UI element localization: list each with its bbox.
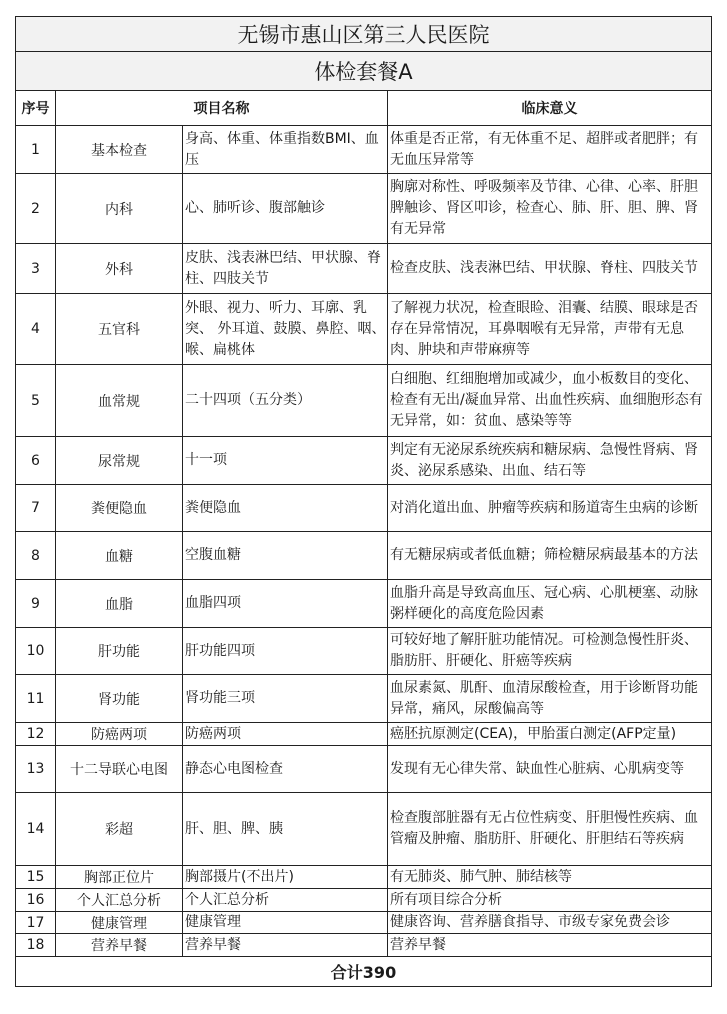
row-clinical-meaning: 对消化道出血、肿瘤等疾病和肠道寄生虫病的诊断 (388, 485, 712, 532)
row-check-items: 皮肤、浅表淋巴结、甲状腺、脊柱、四肢关节 (183, 244, 388, 294)
table-row (16, 889, 712, 912)
row-item-name: 外科 (56, 244, 183, 294)
row-clinical-meaning: 所有项目综合分析 (388, 889, 712, 912)
row-item-name: 胸部正位片 (56, 866, 183, 889)
table-row (16, 723, 712, 746)
row-check-items: 静态心电图检查 (183, 746, 388, 793)
row-item-name: 彩超 (56, 793, 183, 866)
row-number: 13 (16, 746, 56, 793)
row-check-items: 心、肺听诊、腹部触诊 (183, 174, 388, 244)
row-check-items: 外眼、视力、听力、耳廓、乳突、 外耳道、鼓膜、鼻腔、咽、喉、扁桃体 (183, 294, 388, 365)
table-row (16, 365, 712, 437)
row-number: 3 (16, 244, 56, 294)
row-item-name: 健康管理 (56, 912, 183, 934)
row-clinical-meaning: 有无肺炎、肺气肿、肺结核等 (388, 866, 712, 889)
package-title: 体检套餐A (16, 52, 712, 91)
row-number: 8 (16, 532, 56, 580)
row-item-name: 尿常规 (56, 437, 183, 485)
row-clinical-meaning: 健康咨询、营养膳食指导、市级专家免费会诊 (388, 912, 712, 934)
row-number: 5 (16, 365, 56, 437)
row-clinical-meaning: 判定有无泌尿系统疾病和糖尿病、急慢性肾病、肾炎、泌尿系感染、出血、结石等 (388, 437, 712, 485)
table-row (16, 793, 712, 866)
row-item-name: 十二导联心电图 (56, 746, 183, 793)
row-number: 11 (16, 675, 56, 723)
package-table (15, 16, 712, 987)
row-check-items: 身高、体重、体重指数BMI、血压 (183, 126, 388, 174)
table-row (16, 934, 712, 957)
row-clinical-meaning: 发现有无心律失常、缺血性心脏病、心肌病变等 (388, 746, 712, 793)
row-clinical-meaning: 检查腹部脏器有无占位性病变、肝胆慢性疾病、血管瘤及肿瘤、脂肪肝、肝硬化、肝胆结石等疾病 (388, 793, 712, 866)
row-check-items: 血脂四项 (183, 580, 388, 628)
row-check-items: 十一项 (183, 437, 388, 485)
row-clinical-meaning: 可较好地了解肝脏功能情况。可检测急慢性肝炎、脂肪肝、肝硬化、肝癌等疾病 (388, 628, 712, 675)
table-row (16, 866, 712, 889)
row-item-name: 粪便隐血 (56, 485, 183, 532)
row-check-items: 营养早餐 (183, 934, 388, 957)
table-row (16, 126, 712, 174)
row-number: 4 (16, 294, 56, 365)
row-check-items: 肝功能四项 (183, 628, 388, 675)
row-number: 9 (16, 580, 56, 628)
table-row (16, 628, 712, 675)
table-row (16, 675, 712, 723)
row-clinical-meaning: 营养早餐 (388, 934, 712, 957)
hospital-title: 无锡市惠山区第三人民医院 (16, 17, 712, 52)
row-clinical-meaning: 血尿素氮、肌酐、血清尿酸检查，用于诊断肾功能异常，痛风，尿酸偏高等 (388, 675, 712, 723)
row-number: 15 (16, 866, 56, 889)
row-item-name: 血脂 (56, 580, 183, 628)
row-clinical-meaning: 有无糖尿病或者低血糖；筛检糖尿病最基本的方法 (388, 532, 712, 580)
row-number: 7 (16, 485, 56, 532)
row-item-name: 内科 (56, 174, 183, 244)
row-check-items: 空腹血糖 (183, 532, 388, 580)
row-check-items: 粪便隐血 (183, 485, 388, 532)
row-clinical-meaning: 癌胚抗原测定(CEA)，甲胎蛋白测定(AFP定量) (388, 723, 712, 746)
row-number: 12 (16, 723, 56, 746)
table-row (16, 485, 712, 532)
row-check-items: 个人汇总分析 (183, 889, 388, 912)
row-item-name: 肾功能 (56, 675, 183, 723)
row-number: 16 (16, 889, 56, 912)
row-item-name: 五官科 (56, 294, 183, 365)
row-check-items: 胸部摄片(不出片) (183, 866, 388, 889)
row-item-name: 防癌两项 (56, 723, 183, 746)
row-number: 14 (16, 793, 56, 866)
row-check-items: 肾功能三项 (183, 675, 388, 723)
row-clinical-meaning: 体重是否正常，有无体重不足、超胖或者肥胖；有无血压异常等 (388, 126, 712, 174)
row-item-name: 营养早餐 (56, 934, 183, 957)
header-item-name: 项目名称 (56, 91, 388, 126)
row-item-name: 肝功能 (56, 628, 183, 675)
row-item-name: 个人汇总分析 (56, 889, 183, 912)
table-row (16, 244, 712, 294)
row-number: 2 (16, 174, 56, 244)
row-clinical-meaning: 了解视力状况，检查眼睑、泪囊、结膜、眼球是否存在异常情况，耳鼻咽喉有无异常，声带有无息肉、肿块和声带麻痹等 (388, 294, 712, 365)
header-no: 序号 (16, 91, 56, 126)
row-number: 1 (16, 126, 56, 174)
row-item-name: 基本检查 (56, 126, 183, 174)
checkup-sheet (15, 16, 711, 987)
table-row (16, 580, 712, 628)
table-body (16, 126, 712, 957)
row-check-items: 防癌两项 (183, 723, 388, 746)
row-clinical-meaning: 血脂升高是导致高血压、冠心病、心肌梗塞、动脉粥样硬化的高度危险因素 (388, 580, 712, 628)
row-check-items: 肝、胆、脾、胰 (183, 793, 388, 866)
header-clinical-meaning: 临床意义 (388, 91, 712, 126)
row-number: 10 (16, 628, 56, 675)
total-price: 合计390 (16, 957, 712, 987)
row-check-items: 健康管理 (183, 912, 388, 934)
table-row (16, 294, 712, 365)
row-number: 17 (16, 912, 56, 934)
row-item-name: 血常规 (56, 365, 183, 437)
table-row (16, 912, 712, 934)
row-check-items: 二十四项（五分类） (183, 365, 388, 437)
row-number: 6 (16, 437, 56, 485)
table-row (16, 174, 712, 244)
table-row (16, 746, 712, 793)
row-item-name: 血糖 (56, 532, 183, 580)
row-clinical-meaning: 胸廓对称性、呼吸频率及节律、心律、心率、肝胆脾触诊、肾区叩诊，检查心、肺、肝、胆、脾、肾有无异常 (388, 174, 712, 244)
row-clinical-meaning: 检查皮肤、浅表淋巴结、甲状腺、脊柱、四肢关节 (388, 244, 712, 294)
table-row (16, 437, 712, 485)
row-clinical-meaning: 白细胞、红细胞增加或减少，血小板数目的变化、检查有无出/凝血异常、出血性疾病、血细胞形态有无异常，如：贫血、感染等等 (388, 365, 712, 437)
row-number: 18 (16, 934, 56, 957)
table-row (16, 532, 712, 580)
